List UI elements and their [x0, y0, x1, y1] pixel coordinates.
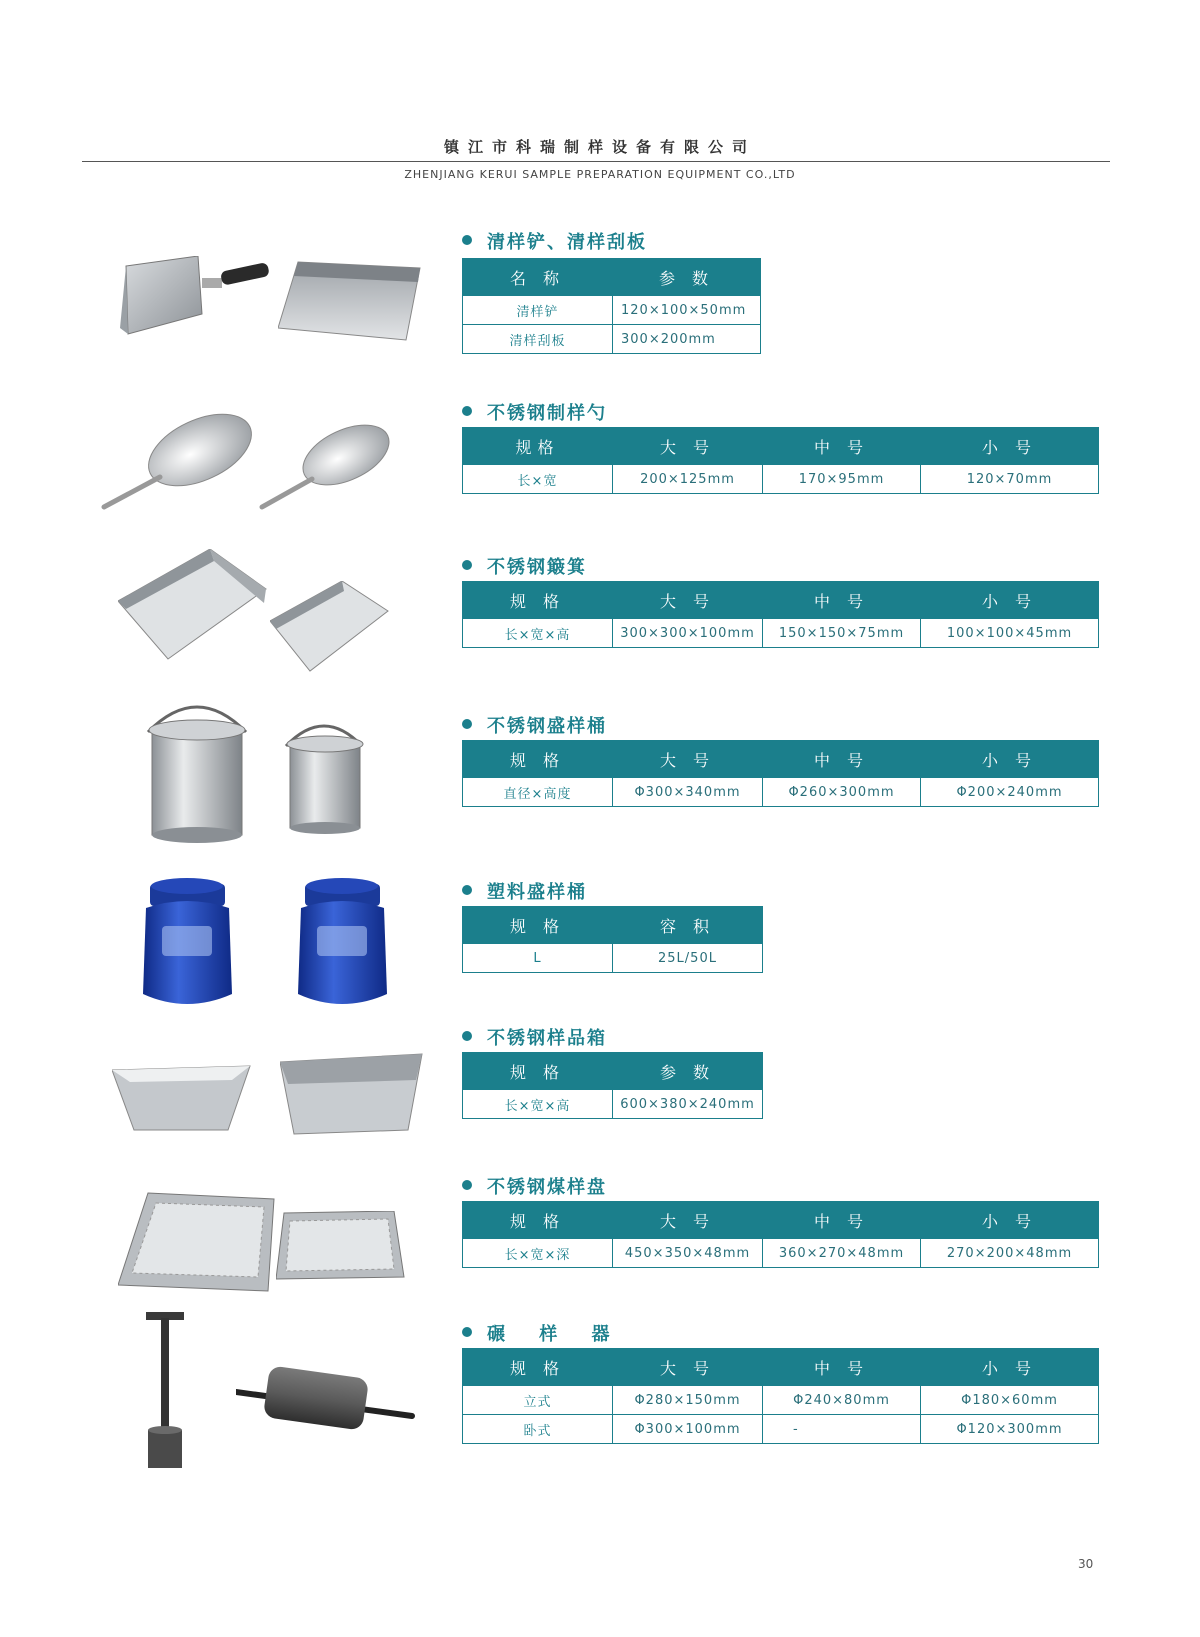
- header-divider: [82, 161, 1110, 162]
- horizontal-roller-image: [236, 1366, 416, 1436]
- table-row: [463, 1239, 1099, 1268]
- table-row: [463, 465, 1099, 494]
- table-cell: 360×270×48mm: [763, 1239, 921, 1268]
- table-cell: L: [463, 944, 613, 973]
- table-header: 规 格: [463, 741, 613, 778]
- steel-bucket-small-image: [282, 712, 367, 837]
- table-row: [463, 778, 1099, 807]
- bullet-icon: [462, 885, 472, 895]
- table-header: 参 数: [613, 259, 761, 296]
- table-cell: Φ300×340mm: [613, 778, 763, 807]
- table-cell: 卧式: [463, 1415, 613, 1444]
- table-cell: 600×380×240mm: [613, 1090, 763, 1119]
- table-cell: 100×100×45mm: [921, 619, 1099, 648]
- table-header: 规 格: [463, 1053, 613, 1090]
- table-row: [463, 325, 761, 354]
- table-header: 小 号: [921, 1202, 1099, 1239]
- bullet-icon: [462, 406, 472, 416]
- section-title-text: 清样铲、清样刮板: [487, 232, 647, 253]
- spoon-small-image: [258, 415, 398, 515]
- spec-table: [462, 1052, 763, 1119]
- table-header: 大 号: [613, 582, 763, 619]
- table-header: 小 号: [921, 428, 1099, 465]
- plastic-drum-right-image: [295, 874, 390, 1014]
- table-header: 中 号: [763, 582, 921, 619]
- table-cell: Φ180×60mm: [921, 1386, 1099, 1415]
- table-cell: 25L/50L: [613, 944, 763, 973]
- spec-table: [462, 258, 761, 354]
- table-header: 小 号: [921, 741, 1099, 778]
- sample-box-left-image: [112, 1060, 252, 1135]
- table-cell: Φ200×240mm: [921, 778, 1099, 807]
- spec-table: [462, 427, 1099, 494]
- spec-table: [462, 906, 763, 973]
- table-cell: Φ120×300mm: [921, 1415, 1099, 1444]
- table-row: [463, 1415, 1099, 1444]
- table-cell: Φ280×150mm: [613, 1386, 763, 1415]
- table-cell: 长×宽: [463, 465, 613, 494]
- table-cell: 长×宽×深: [463, 1239, 613, 1268]
- coal-tray-large-image: [118, 1191, 278, 1301]
- sample-box-right-image: [280, 1050, 425, 1140]
- table-cell: 清样铲: [463, 296, 613, 325]
- table-header: 名 称: [463, 259, 613, 296]
- bullet-icon: [462, 1031, 472, 1041]
- table-cell: 200×125mm: [613, 465, 763, 494]
- table-row: [463, 1090, 763, 1119]
- table-header: 小 号: [921, 582, 1099, 619]
- table-row: [463, 1386, 1099, 1415]
- section-title-text: 不锈钢煤样盘: [487, 1177, 607, 1198]
- table-cell: 300×300×100mm: [613, 619, 763, 648]
- table-cell: 直径×高度: [463, 778, 613, 807]
- table-cell: 450×350×48mm: [613, 1239, 763, 1268]
- table-cell: Φ260×300mm: [763, 778, 921, 807]
- table-cell: -: [763, 1415, 921, 1444]
- table-header: 中 号: [763, 1349, 921, 1386]
- header-company-en: ZHENJIANG KERUI SAMPLE PREPARATION EQUIPMENT CO.,LTD: [404, 168, 796, 181]
- spec-table: [462, 740, 1099, 807]
- table-header: 大 号: [613, 1202, 763, 1239]
- table-cell: Φ300×100mm: [613, 1415, 763, 1444]
- table-header: 小 号: [921, 1349, 1099, 1386]
- plastic-drum-left-image: [140, 874, 235, 1014]
- spec-table: [462, 581, 1099, 648]
- page-number: 30: [1078, 1557, 1094, 1571]
- table-cell: 长×宽×高: [463, 1090, 613, 1119]
- bullet-icon: [462, 560, 472, 570]
- table-cell: 长×宽×高: [463, 619, 613, 648]
- table-header: 参 数: [613, 1053, 763, 1090]
- table-header: 规 格: [463, 1202, 613, 1239]
- section-title-text: 不锈钢样品箱: [487, 1028, 607, 1049]
- table-row: [463, 296, 761, 325]
- sample-scoop-image: [120, 256, 280, 351]
- table-row: [463, 619, 1099, 648]
- section-title-text: 不锈钢簸箕: [487, 557, 587, 578]
- vertical-roller-image: [140, 1312, 190, 1472]
- table-row: [463, 944, 763, 973]
- spoon-large-image: [100, 405, 260, 515]
- spec-table: [462, 1201, 1099, 1268]
- table-header: 大 号: [613, 741, 763, 778]
- bullet-icon: [462, 1180, 472, 1190]
- table-header: 规 格: [463, 582, 613, 619]
- table-header: 中 号: [763, 1202, 921, 1239]
- table-cell: Φ240×80mm: [763, 1386, 921, 1415]
- dustpan-small-image: [270, 581, 390, 676]
- table-cell: 300×200mm: [613, 325, 761, 354]
- bullet-icon: [462, 235, 472, 245]
- section-title-text: 塑料盛样桶: [487, 882, 587, 903]
- sample-scraper-image: [278, 260, 423, 345]
- bullet-icon: [462, 719, 472, 729]
- section-title-text: 不锈钢制样勺: [487, 403, 607, 424]
- table-cell: 270×200×48mm: [921, 1239, 1099, 1268]
- table-header: 大 号: [613, 1349, 763, 1386]
- header-company-cn: 镇江市科瑞制样设备有限公司: [443, 138, 756, 156]
- section-title-text: 碾 样 器: [487, 1324, 624, 1345]
- coal-tray-small-image: [276, 1211, 406, 1291]
- table-header: 规格: [463, 428, 613, 465]
- table-header: 规 格: [463, 907, 613, 944]
- table-cell: 120×100×50mm: [613, 296, 761, 325]
- table-cell: 120×70mm: [921, 465, 1099, 494]
- dustpan-large-image: [118, 549, 268, 669]
- spec-table: [462, 1348, 1099, 1444]
- table-header: 规 格: [463, 1349, 613, 1386]
- table-header: 中 号: [763, 428, 921, 465]
- table-cell: 立式: [463, 1386, 613, 1415]
- steel-bucket-large-image: [142, 690, 252, 845]
- bullet-icon: [462, 1327, 472, 1337]
- section-title-text: 不锈钢盛样桶: [487, 716, 607, 737]
- table-cell: 170×95mm: [763, 465, 921, 494]
- table-cell: 150×150×75mm: [763, 619, 921, 648]
- table-cell: 清样刮板: [463, 325, 613, 354]
- table-header: 大 号: [613, 428, 763, 465]
- table-header: 中 号: [763, 741, 921, 778]
- table-header: 容 积: [613, 907, 763, 944]
